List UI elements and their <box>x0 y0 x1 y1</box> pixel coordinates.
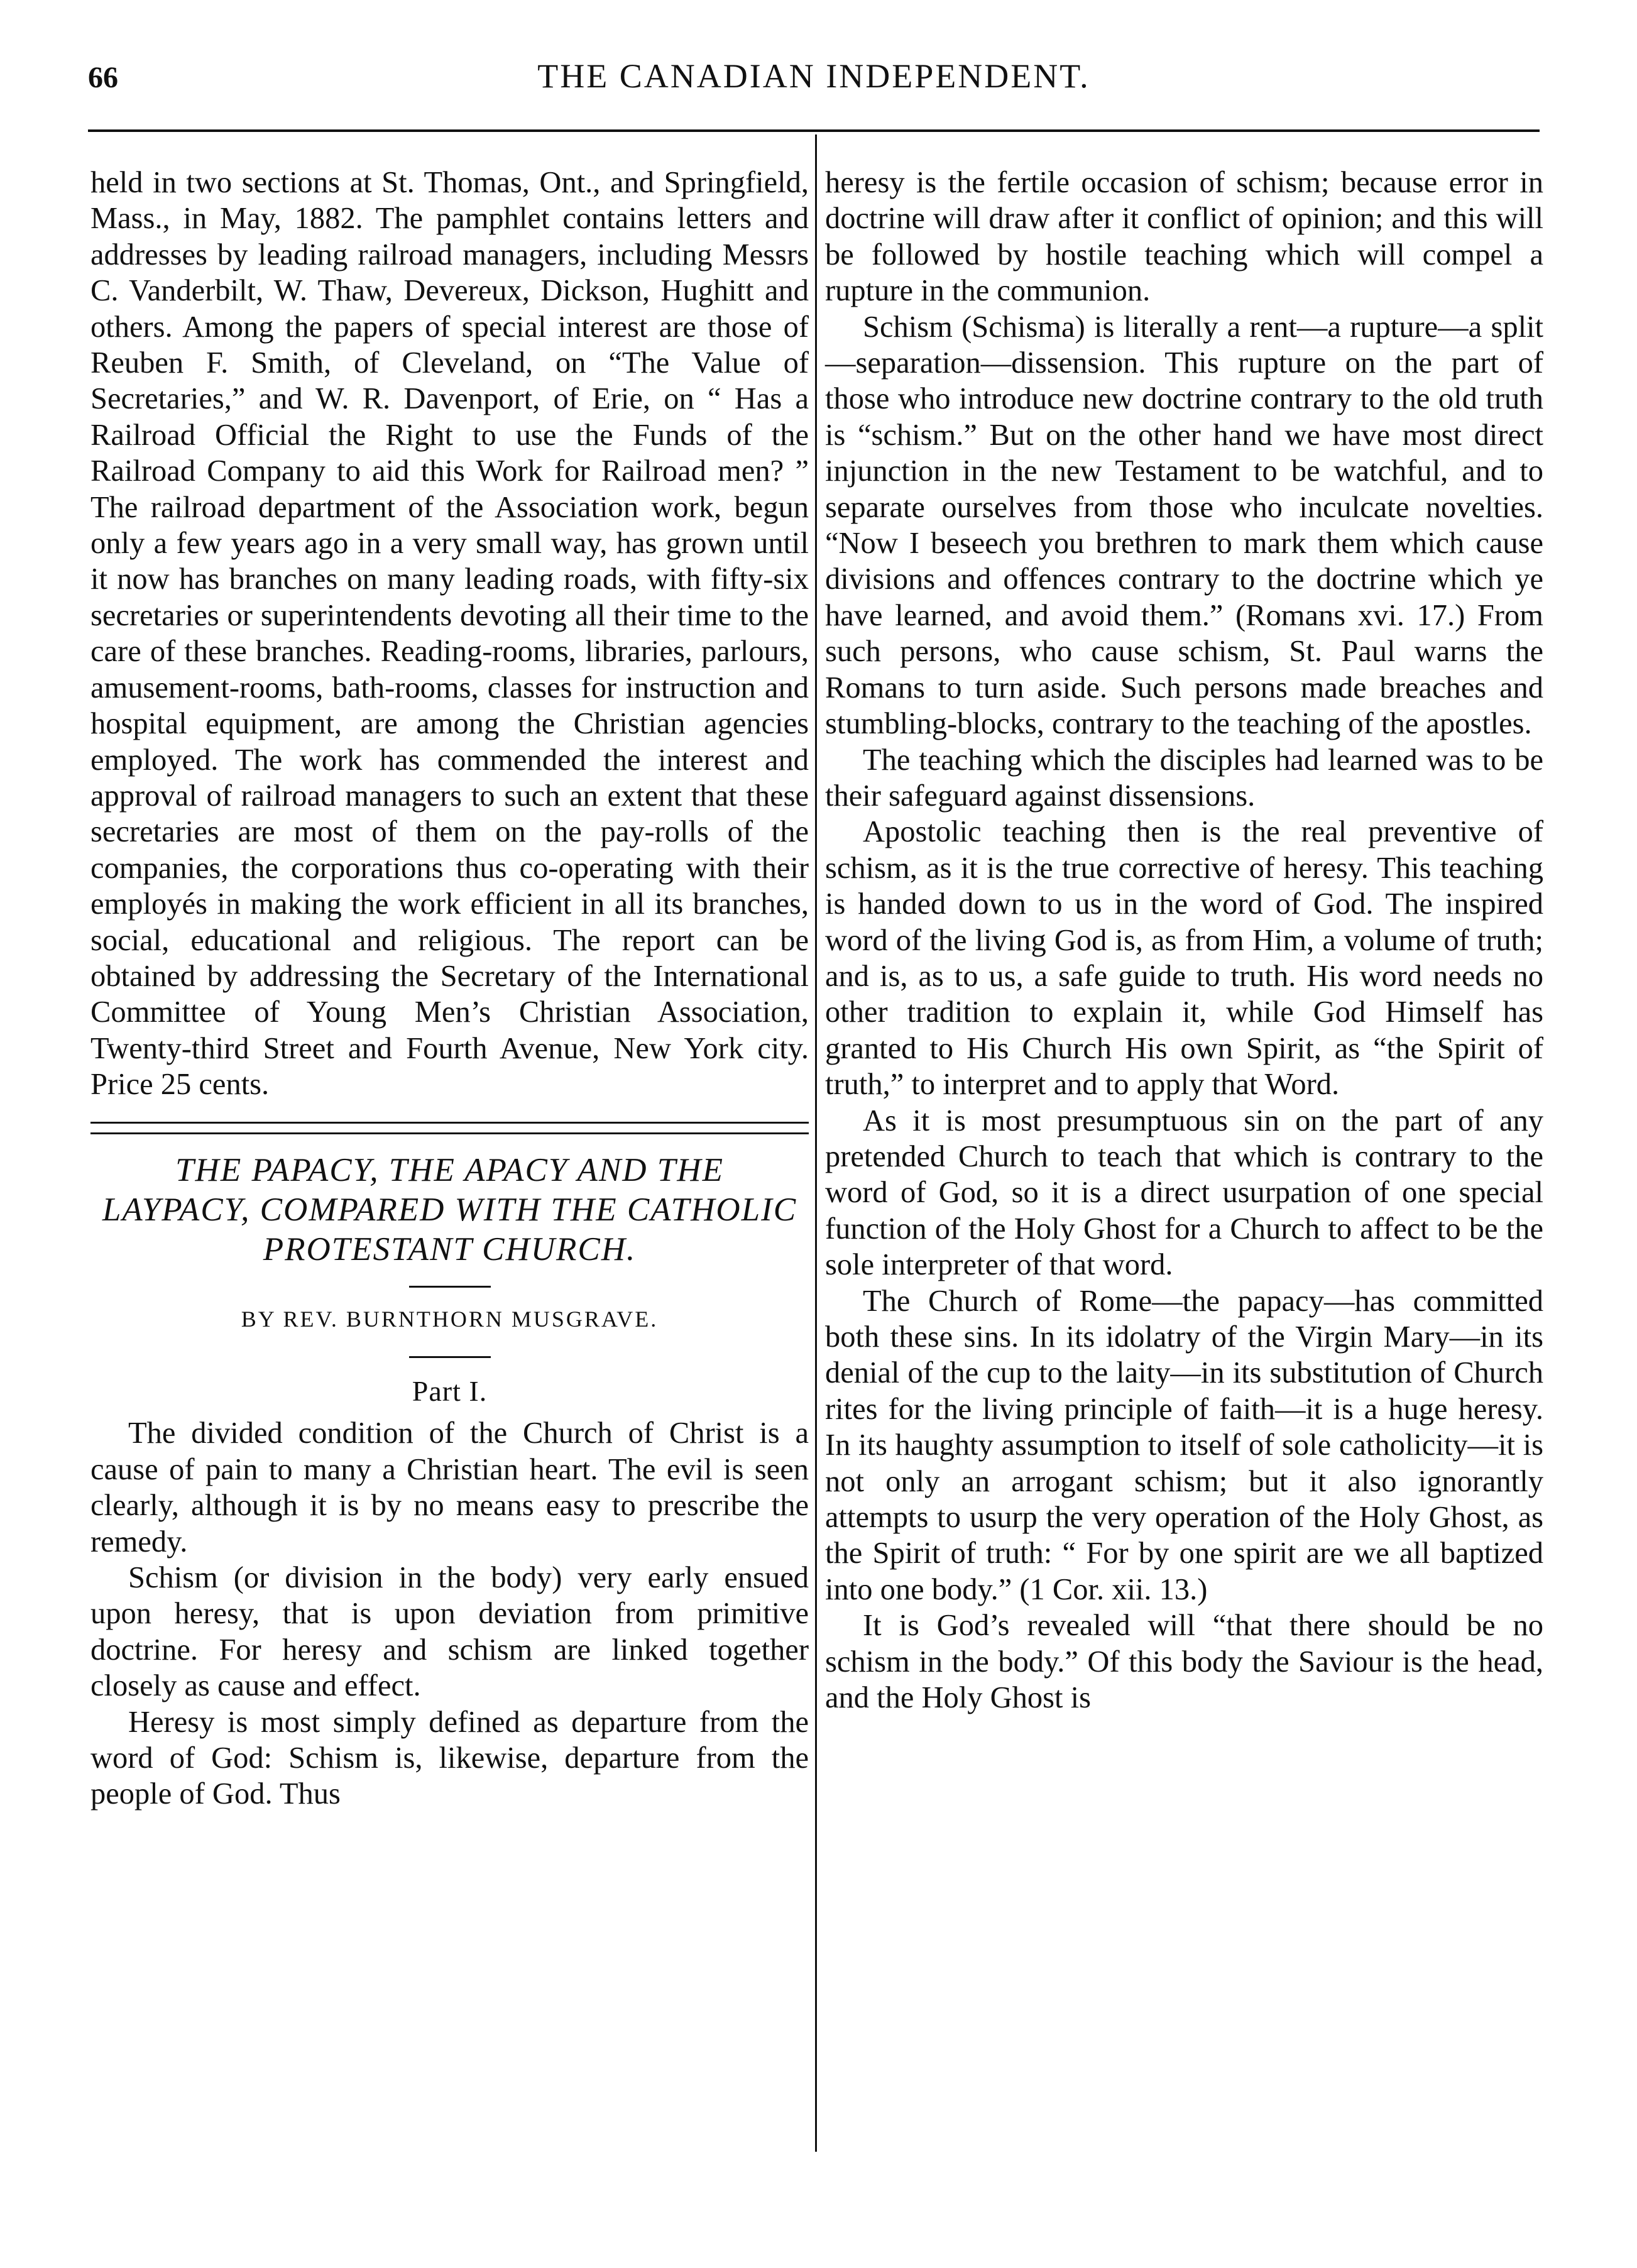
paragraph: Heresy is most simply defined as departure from the word of God: Schism is, likewise, departure from the people of God. Thus <box>90 1705 809 1811</box>
paragraph: Apostolic teaching then is the real preventive of schism, as it is the true corrective of heresy. This teaching is handed down to us in the word of God. The inspired word of the living God is, as from Him, a volume of truth; and is, as to us, a safe guide to truth. His word needs no other tradition to explain it, while God Himself has granted to His Church His own Spirit, as “the Spirit of truth,” to interpret and to apply that Word. <box>825 815 1543 1102</box>
page-header <box>88 55 1540 112</box>
paragraph: The teaching which the disciples had learned was to be their safeguard against dissensions. <box>825 743 1543 813</box>
header-rule <box>88 129 1540 132</box>
paragraph: Schism (Schisma) is literally a rent—a rupture—a split—separation—dissension. This rupture on the part of those who introduce new doctrine contrary to the old truth is “schism.” But on the other hand we have most direct injunction in the new Testament to be watchful, and to separate ourselves from those who inculcate novelties. “Now I beseech you brethren to mark them which cause divisions and offences contrary to the doctrine which ye have learned, and avoid them.” (Romans xvi. 17.) From such persons, who cause schism, St. Paul warns the Romans to turn aside. Such persons made breaches and stumbling-blocks, contrary to the teaching of the apostles. <box>825 310 1543 741</box>
paragraph: As it is most presumptuous sin on the part of any pretended Church to teach that which is contrary to the word of God, so it is a direct usurpation of one special function of the Holy Ghost for a Church to affect to be the sole interpreter of that word. <box>825 1104 1543 1282</box>
section-double-rule <box>90 1122 809 1134</box>
part-heading: Part I. <box>412 1374 488 1407</box>
paragraph: It is God’s revealed will “that there should be no schism in the body.” Of this body the Saviour is the head, and the Holy Ghost is <box>825 1609 1543 1715</box>
byline-rule <box>409 1356 491 1358</box>
paragraph: Schism (or division in the body) very early ensued upon heresy, that is upon deviation from primitive doctrine. For heresy and schism are linked together closely as cause and effect. <box>90 1561 809 1703</box>
article-title: THE PAPACY, THE APACY AND THE LAYPACY, COMPARED WITH THE CATHOLIC PROTESTANT CHURCH. <box>102 1151 797 1268</box>
title-rule <box>409 1286 491 1288</box>
paragraph-continued: held in two sections at St. Thomas, Ont., and Springfield, Mass., in May, 1882. The pamphlet contains letters and addresses by leading railroad managers, including Messrs C. Vanderbilt, W. Thaw, Devereux, Dickson, Hughitt and others. Among the papers of special interest are those of Reuben F. Smith, of Cleveland, on “The Value of Secretaries,” and W. R. Davenport, of Erie, on “ Has a Railroad Official the Right to use the Funds of the Railroad Company to aid this Work for Railroad men? ” The railroad department of the Association work, begun only a few years ago in a very small way, has grown until it now has branches on many leading roads, with fifty-six secretaries or superintendents devoting all their time to the care of these branches. Reading-rooms, libraries, parlours, amusement-rooms, bath-rooms, classes for instruction and hospital equipment, are among the Christian agencies employed. The work has commended the interest and approval of railroad managers to such an extent that these secretaries are most of them on the pay-rolls of the companies, the corporations thus co-operating with their employés in making the work efficient in all its branches, social, educational and religious. The report can be obtained by addressing the Secretary of the International Committee of Young Men’s Christian Association, Twenty-third Street and Fourth Avenue, New York city. Price 25 cents. <box>90 166 809 1102</box>
column-divider <box>815 134 817 2152</box>
journal-title: THE CANADIAN INDEPENDENT. <box>537 57 1090 95</box>
paragraph: The Church of Rome—the papacy—has committed both these sins. In its idolatry of the Virgin Mary—in its denial of the cup to the laity—in its substitution of Church rites for the living principle of faith—it is a huge heresy. In its haughty assumption to itself of sole catholicity—it is not only an arrogant schism; but it also ignorantly attempts to usurp the very operation of the Holy Ghost, as the Spirit of truth: “ For by one spirit are we all baptized into one body.” (1 Cor. xii. 13.) <box>825 1284 1543 1606</box>
right-column <box>825 165 1543 1716</box>
page-number: 66 <box>88 61 118 94</box>
article-byline: BY REV. BURNTHORN MUSGRAVE. <box>241 1306 659 1332</box>
paragraph: The divided condition of the Church of Christ is a cause of pain to many a Christian heart. The evil is seen clearly, although it is by no means easy to prescribe the remedy. <box>90 1416 809 1559</box>
paragraph-continued: heresy is the fertile occasion of schism; because error in doctrine will draw after it conflict of opinion; and this will be followed by hostile teaching which will compel a rupture in the communion. <box>825 166 1543 308</box>
left-column <box>90 165 809 1812</box>
